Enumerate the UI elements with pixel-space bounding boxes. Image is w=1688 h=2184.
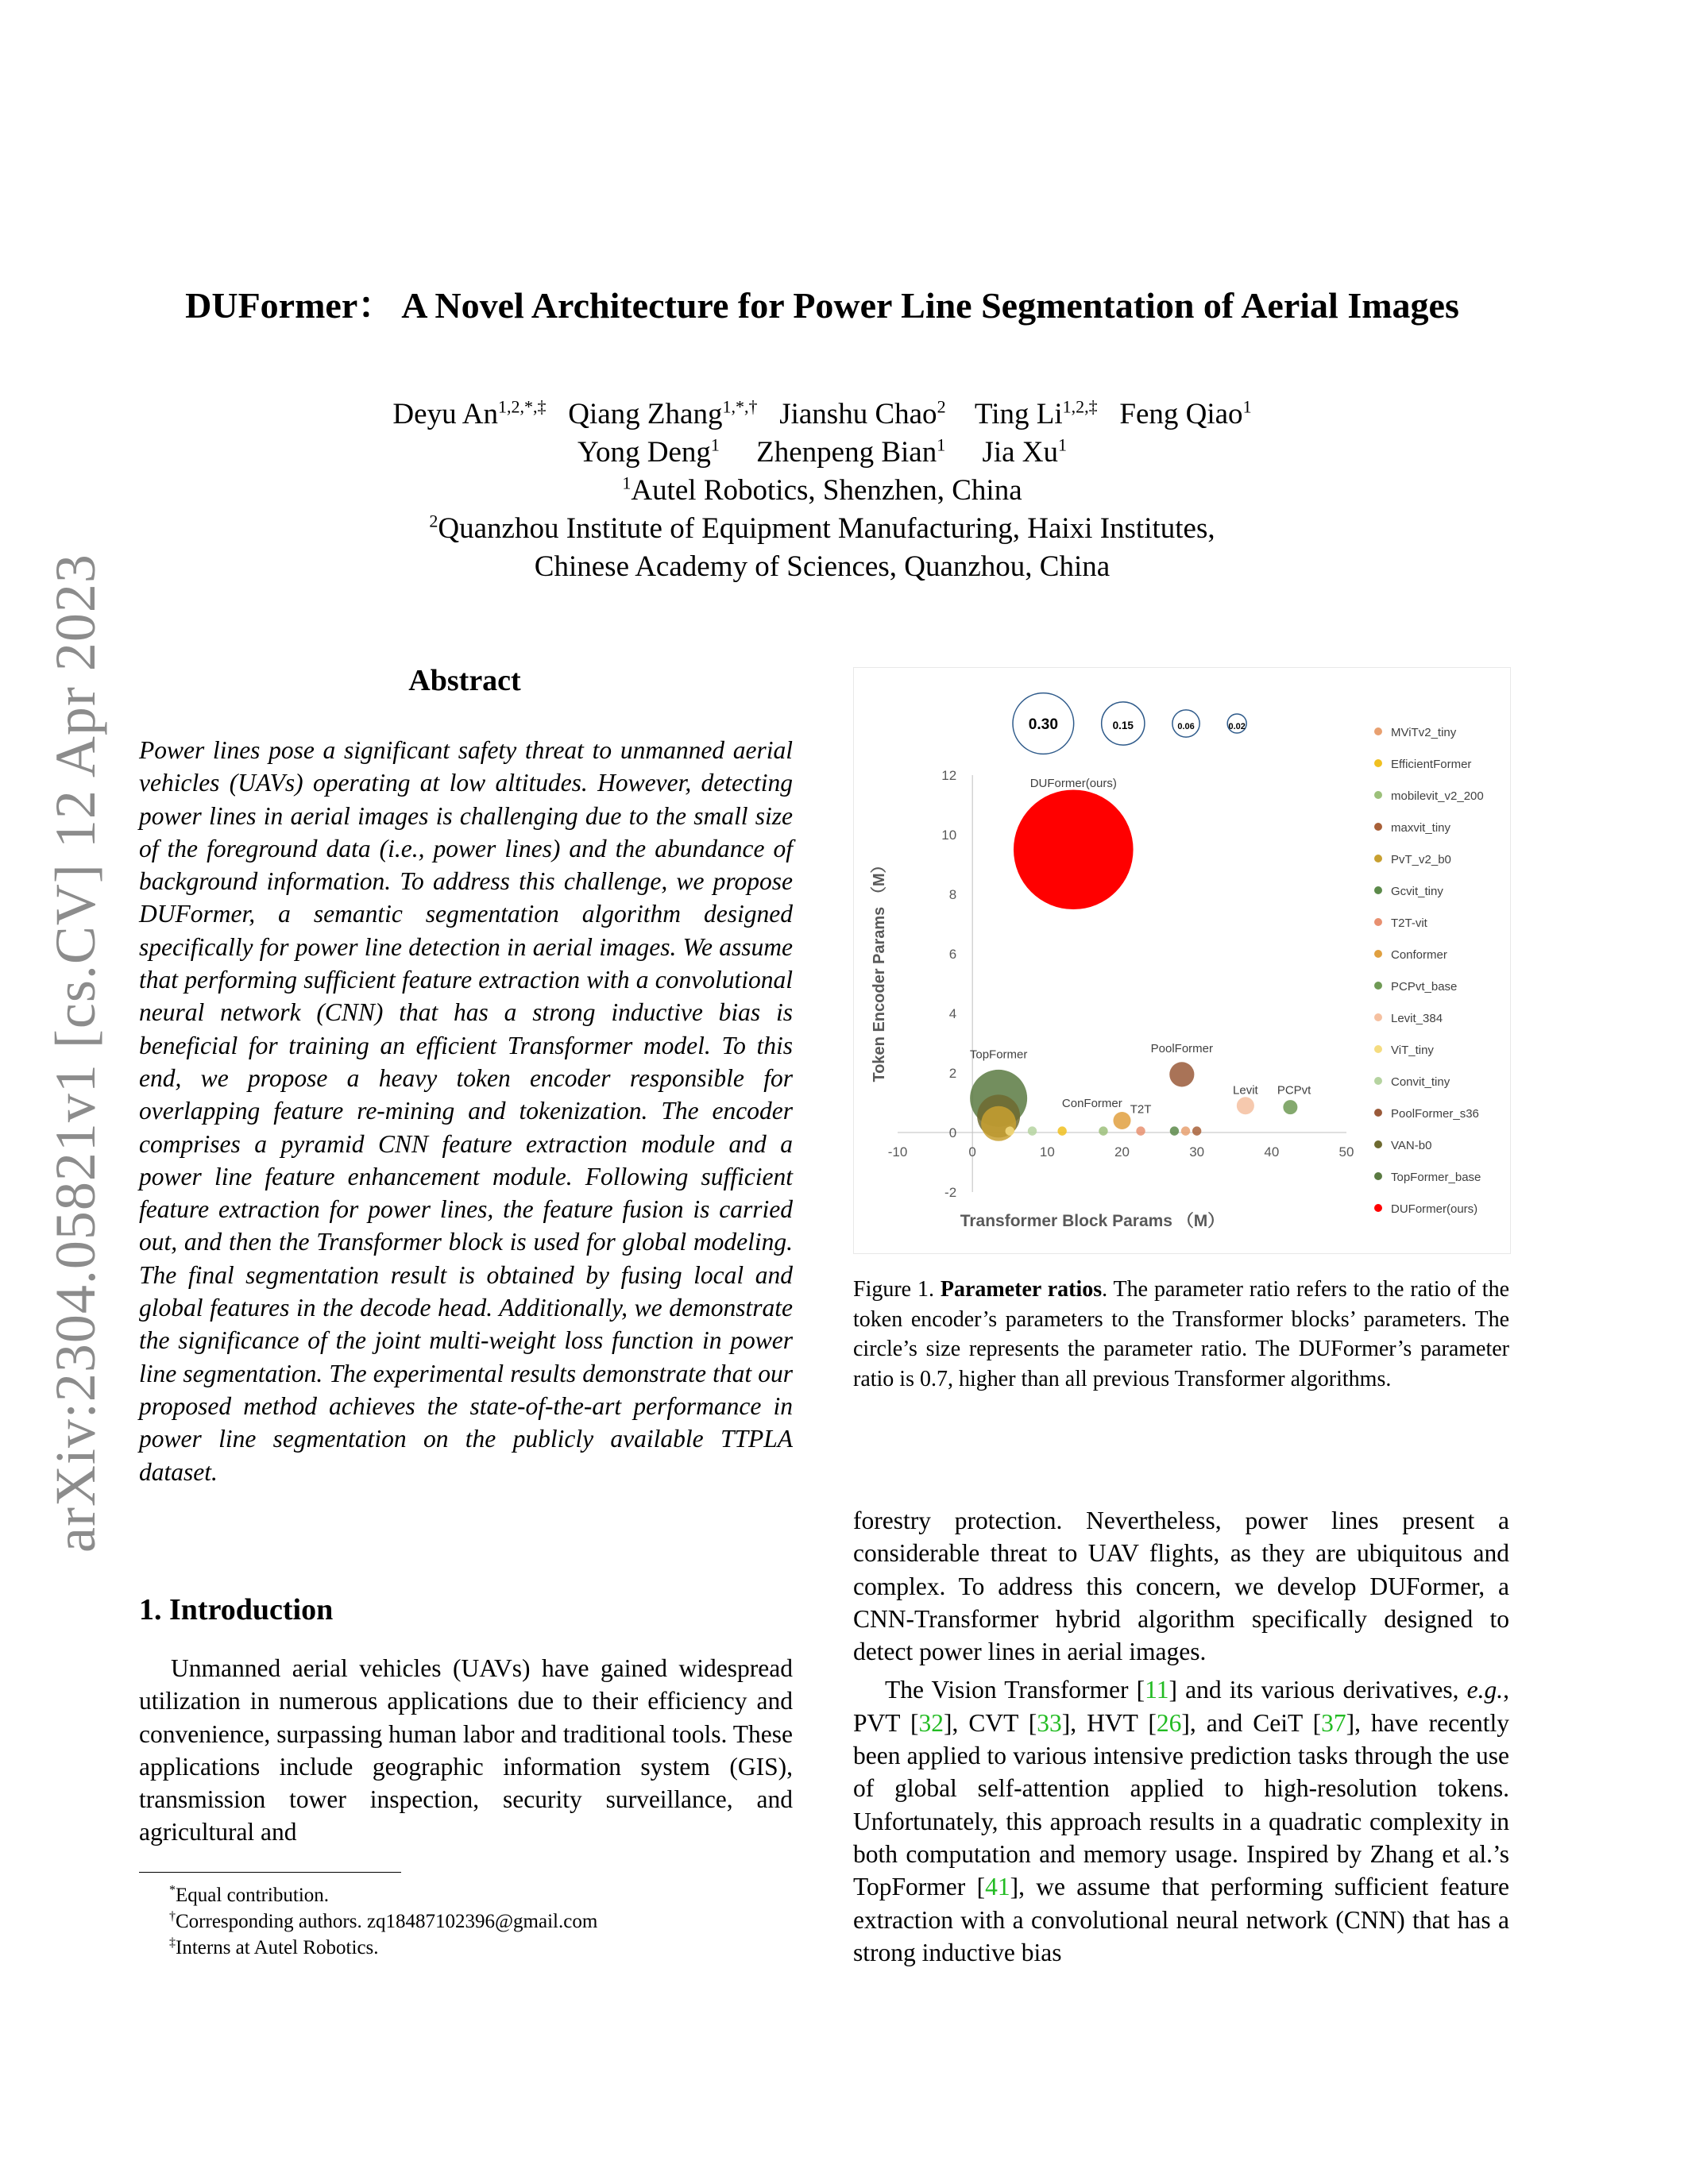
section-heading-introduction: 1. Introduction [139,1593,334,1626]
author-name: Jia Xu [982,436,1059,469]
legend-label: Convit_tiny [1391,1075,1450,1089]
legend-marker [1374,1172,1382,1180]
bubble-pvt-v2-b0 [981,1106,1016,1141]
citation-link[interactable]: 11 [1145,1676,1169,1704]
footnote: ‡Interns at Autel Robotics. [169,1935,379,1958]
size-legend [1013,693,1246,754]
y-axis-label: Token Encoder Params （M） [871,857,888,1082]
size-legend-label: 0.06 [1177,722,1195,731]
author-affil: 1,*,† [722,396,758,417]
footnote: †Corresponding authors. zq18487102396@gmail.com [169,1909,598,1932]
bubble-t2t-vit [1136,1126,1145,1135]
bubble-annotation: ConFormer [1061,1097,1122,1111]
author-affil: 1 [937,434,946,455]
body-paragraph: forestry protection. Nevertheless, power lines present a considerable threat to UAV flights, as they are ubiquitous and complex. To address this concern, we develop DUFormer, a CNN-Transformer hybrid algorithm specifically designed to detect power lines in aerial images. [853,1507,1509,1666]
affiliation-2: $^2$Quanzhou Institute of Equipment Manufacturing, Haixi Institutes, [429,511,1215,545]
y-tick-label: -2 [944,1185,957,1200]
author-name: Deyu An [392,398,498,430]
author-affil: 1 [1242,396,1252,417]
y-tick-label: 6 [948,947,957,962]
affiliation-2b: Chinese Academy of Sciences, Quanzhou, China [534,550,1111,583]
legend-label: DUFormer(ours) [1391,1202,1478,1216]
bubble-annotation: PoolFormer [1150,1041,1214,1055]
legend-marker [1374,1077,1382,1085]
y-tick-label: 8 [948,887,957,902]
size-legend-label: 0.02 [1228,722,1246,731]
citation-link[interactable]: 37 [1321,1708,1346,1737]
bubble-annotation: Levit [1233,1083,1258,1098]
bubble-efficientformer [1057,1126,1066,1135]
legend-marker [1374,759,1382,767]
x-tick-label: 20 [1114,1144,1130,1160]
legend-marker [1374,823,1382,831]
bubble-maxvit-tiny [1192,1126,1201,1135]
bubble-pcpvt-base [1283,1100,1297,1114]
legend-label: PCPvt_base [1391,980,1458,994]
right-column-text [853,1504,1509,1974]
citation-link[interactable]: 32 [918,1708,944,1737]
bubble-chart [854,668,1510,1253]
abstract-text: Power lines pose a significant safety threat to unmanned aerial vehicles (UAVs) operating at low altitudes. However, detecting power lines in aerial images is challenging due to the small size of the foreground data (i.e., power lines) and the abundance of background information. To address this challenge, we propose DUFormer, a semantic segmentation algorithm designed specifically for power line detection in aerial images. We assume that performing sufficient feature extraction with a convolutional neural network (CNN) that has a strong inductive bias is beneficial for training an efficient Transformer model. To this end, we propose a heavy token encoder responsible for overlapping feature re-mining and tokenization. The encoder comprises a pyramid CNN feature extraction module and a power line feature enhancement module. Following sufficient feature extraction for power lines, the feature fusion is carried out, and then the Transformer block is used for global modeling. The final segmentation result is obtained by fusing local and global features in the decode head. Additionally, we demonstrate the significance of the joint multi-weight loss function in power line segmentation. The experimental results demonstrate that our proposed method achieves the state-of-the-art performance in power line segmentation on the publicly available TTPLA dataset. [139,736,793,1486]
caption-label: Figure 1. [853,1277,934,1302]
legend-marker [1374,886,1382,894]
bubble-annotation: PCPvt [1277,1083,1311,1098]
author-line-1 [119,396,1525,434]
author-name: Qiang Zhang [568,398,723,430]
author-affil: 1 [710,434,720,455]
author-affil: 1,2,*,‡ [498,396,547,417]
author-name: Feng Qiao [1119,398,1243,430]
author-name: Jianshu Chao [779,398,937,430]
legend-marker [1374,727,1382,735]
bubble-levit-384 [1237,1097,1254,1114]
affiliation-1: $^1$Autel Robotics, Shenzhen, China [622,473,1022,507]
bubble-convit-tiny [1028,1126,1037,1135]
x-tick-label: 0 [968,1144,976,1160]
legend-label: maxvit_tiny [1391,821,1451,835]
footnote-rule [139,1872,401,1873]
paper-title: DUFormer： A Novel Architecture for Power Line Segmentation of Aerial Images [185,285,1459,326]
bubble-duformer-ours- [1014,789,1134,909]
bubble-mobilevit-v2-200 [1099,1126,1107,1135]
intro-paragraph: Unmanned aerial vehicles (UAVs) have gained widespread utilization in numerous applications due to their efficiency and convenience, surpassing human labor and traditional tools. These applications include geographic information system (GIS), transmission tower inspection, security surveillance, and agricultural and [139,1654,793,1846]
legend-marker [1374,791,1382,799]
legend-marker [1374,1140,1382,1148]
x-tick-label: 50 [1338,1144,1354,1160]
x-tick-label: -10 [887,1144,908,1160]
x-tick-label: 30 [1189,1144,1205,1160]
author-block [119,396,1525,586]
author-name: Yong Deng [577,436,711,469]
figure-caption [853,1275,1509,1394]
author-affil: 1 [1058,434,1068,455]
figure-parameter-ratios [853,667,1511,1254]
footnotes [139,1882,793,1961]
size-legend-label: 0.15 [1112,720,1134,731]
arxiv-stamp: arXiv:2304.05821v1 [cs.CV] 12 Apr 2023 [44,554,107,1553]
x-tick-label: 10 [1039,1144,1055,1160]
size-legend-label: 0.30 [1028,716,1058,733]
legend-marker [1374,1013,1382,1021]
author-affil: 2 [937,396,946,417]
bubble-annotation: DUFormer(ours) [1029,777,1117,790]
legend-marker [1374,982,1382,990]
abstract-heading: Abstract [408,664,521,697]
x-tick-label: 40 [1264,1144,1280,1160]
legend-label: PvT_v2_b0 [1391,853,1451,866]
bubble-gcvit-tiny [1170,1126,1179,1135]
author-affil: 1,2,‡ [1062,396,1098,417]
legend-label: Levit_384 [1391,1012,1443,1025]
y-tick-label: 4 [948,1006,957,1021]
legend-label: PoolFormer_s36 [1391,1107,1479,1121]
y-tick-label: 12 [941,768,957,783]
footnote: *Equal contribution. [169,1883,330,1906]
x-axis-label: Transformer Block Params （M） [960,1212,1225,1230]
legend-marker [1374,918,1382,926]
author-name: Ting Li [974,398,1063,430]
body-paragraph: The Vision Transformer [11] and its various derivatives, e.g., PVT [32], CVT [33], HVT [26], and CeiT [37], have recently been applied to various intensive prediction tasks through the use of global self-attention applied to high-resolution tokens. Unfortunately, this approach results in a quadratic complexity in both computation and memory usage. Inspired by Zhang et al.’s TopFormer [41], we assume that performing sufficient feature extraction with a convolutional neural network (CNN) that has a strong inductive bias [853,1676,1510,1966]
author-name: Zhenpeng Bian [756,436,937,469]
bubble-mvitv2-tiny [1181,1126,1190,1135]
legend-marker [1374,855,1382,862]
citation-link[interactable]: 26 [1156,1708,1182,1737]
bubble-annotation: TopFormer [969,1048,1028,1062]
legend-label: TopFormer_base [1391,1171,1481,1184]
y-tick-label: 0 [948,1125,957,1140]
legend-marker [1374,950,1382,958]
legend-marker [1374,1204,1382,1212]
legend-marker [1374,1109,1382,1117]
legend-label: EfficientFormer [1391,758,1472,771]
legend-label: ViT_tiny [1391,1044,1434,1057]
legend-marker [1374,1045,1382,1053]
author-line-2 [119,434,1525,472]
legend-label: VAN-b0 [1391,1139,1432,1152]
citation-link[interactable]: 33 [1037,1708,1062,1737]
series-legend [1374,726,1484,1216]
caption-text: . The parameter ratio refers to the ratio of the token encoder’s parameters to the Transformer blocks’ parameters. The circle’s size represents the parameter ratio. The DUFormer’s parameter ratio is 0.7, higher than all previous Transformer algorithms. [853,1277,1509,1391]
bubble-annotation: T2T [1130,1102,1152,1117]
y-tick-label: 10 [941,828,957,843]
x-tick-labels [888,1144,1354,1160]
citation-link[interactable]: 41 [985,1873,1010,1901]
caption-bold: Parameter ratios [940,1277,1103,1302]
legend-label: mobilevit_v2_200 [1391,789,1484,803]
bubble-conformer [1113,1112,1130,1129]
bubble-vit-tiny [1006,1126,1014,1135]
y-tick-labels [941,768,956,1200]
bubble-poolformer-s36 [1169,1062,1194,1086]
legend-label: T2T-vit [1391,916,1427,930]
y-tick-label: 2 [948,1066,957,1081]
legend-label: MViTv2_tiny [1391,726,1457,739]
legend-label: Conformer [1391,948,1447,962]
legend-label: Gcvit_tiny [1391,885,1443,898]
